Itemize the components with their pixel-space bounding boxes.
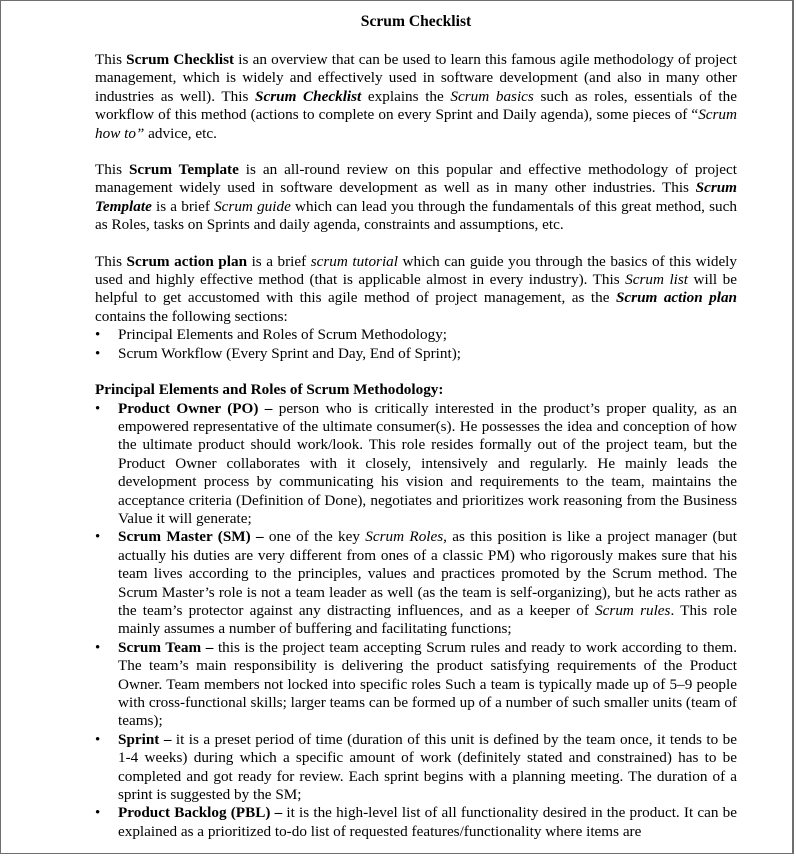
document-page [95,12,737,841]
text-run: This [95,252,127,270]
text-run: is an overview that can be used to learn this famous agile methodology of project management, which is widely and effectively used in software development (and also in many other industries as well). This [95,51,737,105]
emphasis-text: Sprint – [118,730,172,748]
text-run: which can lead you through the fundamentals of this great method, such as Roles, tasks on Sprints and daily agenda, constraints and assumptions, etc. [95,197,737,234]
emphasis-text: Scrum action plan [126,252,248,270]
text-run: this is the project team accepting Scrum rules and ready to work according to them. The team’s main responsibility is delivering the product satisfying requirements of the Product Owner. Team members not locked into specific roles Such a team is typically made up of 5–9 people with cross-functional skills; larger teams can be formed up of a number of such smaller units (team of teams); [118,638,737,730]
emphasis-text: Scrum Template [128,161,239,179]
text-run: it is a preset period of time (duration of this unit is defined by the team once, it tends to be 1-4 weeks) during which a specific amount of work (definitely stated and constrained) has to be completed and got ready for review. Each sprint begins with a planning meeting. The duration of a sprint is suggested by the SM; [118,730,738,804]
intro-paragraph-1 [95,51,737,143]
emphasis-text: Scrum list [625,271,689,289]
text-run: This [95,51,127,68]
emphasis-text: scrum tutorial [310,252,398,270]
emphasis-text: Scrum Master (SM) – [118,528,264,546]
text-run: contains the following sections: [95,307,288,325]
text-run: advice, etc. [144,124,217,142]
role-sprint [95,731,737,805]
text-run: such as roles, essentials of the workflow of this method (actions to complete on every Sprint and Daily agenda), some pieces of “ [95,87,737,124]
emphasis-text: Scrum guide [214,197,291,215]
document-title: Scrum Checklist [360,13,472,30]
list-item: • Principal Elements and Roles of Scrum Methodology; [95,326,737,344]
text-run: one of the key [263,528,366,546]
text-run: This [95,161,129,179]
emphasis-text: Product Backlog (PBL) – [118,804,283,822]
intro-paragraph-2 [95,161,737,235]
emphasis-text: Scrum Template [95,179,737,215]
section-heading: Principal Elements and Roles of Scrum Methodology: [95,381,444,399]
text-run: is a brief [151,197,215,215]
role-scrum-team [95,639,737,731]
text-run: is an all-round review on this popular and effective methodology of project management widely used in software development as well as in many other industries. This [95,161,737,197]
role-product-backlog [95,804,737,841]
roles-list [95,400,737,842]
role-scrum-master [95,528,737,638]
role-product-owner [95,400,737,529]
emphasis-text: Scrum how to” [95,106,737,142]
emphasis-text: Scrum Checklist [255,87,362,105]
emphasis-text: Scrum Team – [118,638,214,656]
emphasis-text: Product Owner (PO) – [118,399,273,417]
text-run: explains the [361,87,451,105]
text-run: . This role mainly assumes a number of buffering and facilitating functions; [118,601,737,638]
text-run: which can guide you through the basics of this widely used and highly effective method (that is applicable almost in every industry). This [95,252,737,289]
intro-paragraph-3 [95,253,737,327]
emphasis-text: Scrum Checklist [126,51,235,68]
sections-list [95,326,737,363]
text-run: it is the high-level list of all functionality desired in the product. It can be explained as a prioritized to-do list of requested features/functionality where items are [118,804,738,840]
list-item: • Scrum Workflow (Every Sprint and Day, End of Sprint); [95,345,737,363]
emphasis-text: Scrum rules [595,601,671,619]
text-run: is a brief [247,252,311,270]
text-run: will be helpful to get accustomed with this agile method of project management, as the [95,271,737,307]
emphasis-text: Scrum basics [450,87,534,105]
text-run: , as this position is like a project manager (but actually his duties are very different from ones of a classic PM) who rigorously makes sure that his team lives according to the principles, values and practices promoted by the Scrum method. The Scrum Master’s role is not a team leader as well (as the team is self-organizing), but he acts rather as the team’s protector against any distracting influences, and as a keeper of [118,528,737,619]
emphasis-text: Scrum action plan [615,289,738,307]
emphasis-text: Scrum Roles [365,528,444,546]
text-run: person who is critically interested in the product’s proper quality, as an empowered representative of the ultimate consumer(s). He possesses the idea and conception of how the ultimate product should work/look. This role resides formally out of the project team, but the Product Owner collaborates with it closely, intensively and regularly. He mainly leads the development process by communicating his vision and requirements to the team, maintains the acceptance criteria (Definition of Done), negotiates and prioritizes work reasoning from the Business Value it will generate; [118,399,737,527]
